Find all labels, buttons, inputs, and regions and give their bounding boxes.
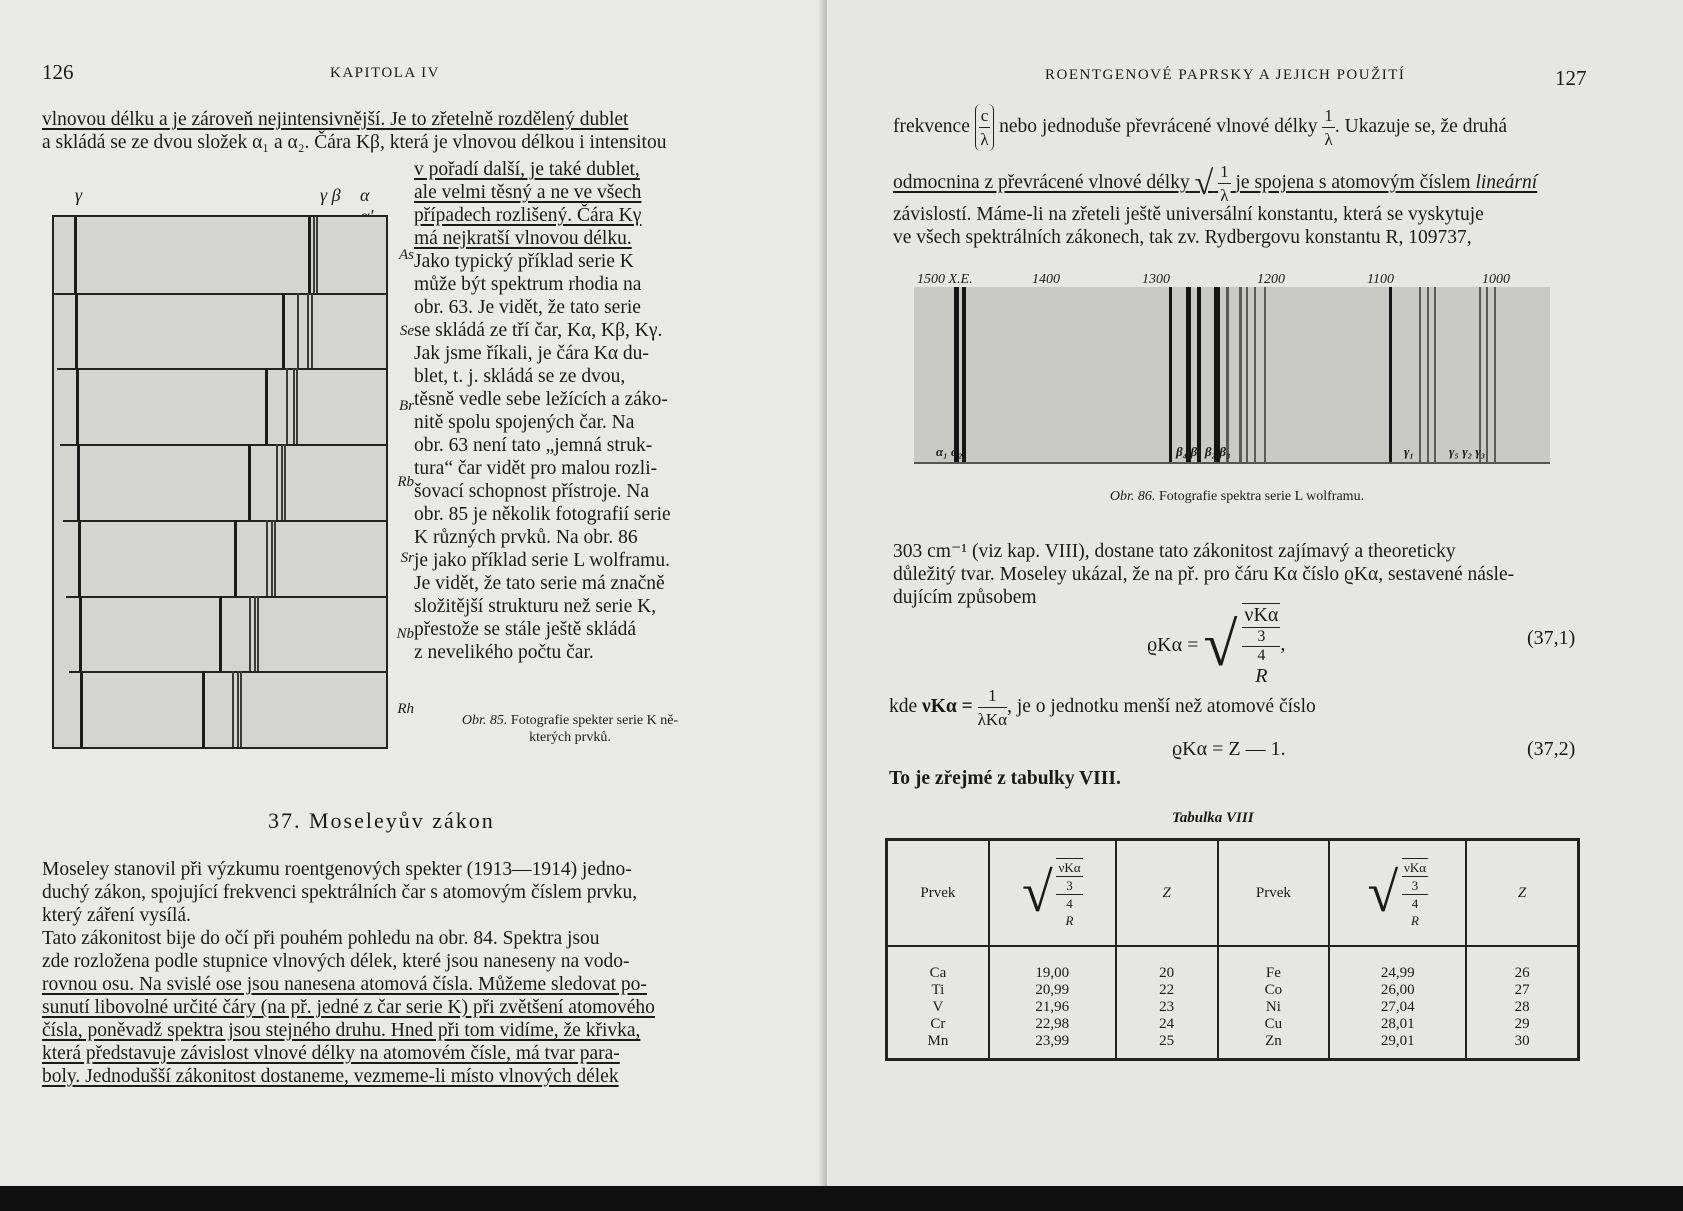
frac-den: λ	[1324, 130, 1333, 149]
fig86-spectral-line	[1419, 287, 1421, 462]
frac-den: 4	[1257, 647, 1266, 664]
fig85-spectrum-strip	[63, 444, 414, 522]
text-span: odmocnina z převrácené vlnové délky	[893, 171, 1190, 193]
fig86-spectral-line	[1486, 287, 1488, 462]
figure-86	[914, 287, 1550, 464]
table-body-row	[887, 946, 1579, 1060]
fig86-spectral-line	[1169, 287, 1172, 462]
frac-den: λ	[980, 130, 989, 149]
frac-num: νKα	[1403, 859, 1427, 875]
fig85-spectral-line	[234, 520, 237, 596]
fig85-spectrum-strip	[69, 596, 414, 674]
text-line: který záření vysílá.	[42, 905, 191, 926]
text-line: Tato zákonitost bije do očí při pouhém pohledu na obr. 84. Spektra jsou	[42, 928, 600, 949]
text-line: se skládá ze tří čar, Kα, Kβ, Kγ.	[414, 320, 663, 341]
fig85-spectral-line	[297, 293, 299, 369]
left-body-text	[42, 858, 692, 1088]
fig86-spectral-line	[1427, 287, 1429, 462]
text-line: vlnovou délku a je zároveň nejintensivnější. Je to zřetelně rozdělený dublet	[42, 109, 629, 130]
fig86-spectral-line	[1494, 287, 1496, 462]
right-line-2	[893, 160, 1553, 207]
text-line: Jako typický příklad serie K	[414, 251, 634, 272]
text-span: frekvence	[893, 115, 970, 137]
text-line: nitě spolu spojených čar. Na	[414, 412, 635, 433]
fig85-caption	[430, 712, 710, 746]
frac-num: 3	[1242, 628, 1280, 647]
frac-den	[1402, 877, 1428, 929]
td-z-left: 20 22 23 24 25	[1116, 946, 1218, 1060]
text-line: ale velmi těsný a ne ve všech	[414, 182, 642, 203]
fraction-1-lambda	[1322, 104, 1335, 151]
sqrt-sign: √	[1194, 165, 1214, 202]
frac-den: λ	[1220, 186, 1229, 205]
fig86-label-gamma1: γ₁	[1404, 444, 1414, 459]
fig85-spectral-line	[257, 596, 259, 672]
fig85-spectral-line	[266, 520, 268, 596]
text-line: čísla, poněvadž spektra jsou stejného druhu. Hned při tom vidíme, že křivka,	[42, 1020, 641, 1041]
fig85-reference-line	[77, 444, 80, 520]
fig85-caption-text2: kterých prvků.	[529, 730, 611, 745]
th-root-den-frac	[1056, 877, 1082, 912]
fig85-spectral-line	[265, 368, 268, 444]
fig86-spectral-line	[954, 287, 959, 462]
kde-symbol: νKα =	[922, 695, 973, 717]
eq1-fraction	[1242, 603, 1280, 688]
fig85-spectral-line	[249, 596, 251, 672]
text-line: složitější strukturu než serie K,	[414, 596, 657, 617]
frac-num: 3	[1402, 877, 1428, 895]
right-paragraph	[893, 540, 1555, 609]
text-span: kde	[889, 695, 918, 717]
fig86-spectral-line	[1264, 287, 1266, 462]
fig86-scale-label: 1500 X.E.	[917, 272, 973, 287]
fig85-element-label: Sr	[400, 549, 414, 566]
text-line: těsně vedle sebe ležících a zákо-	[414, 389, 668, 410]
text-line: která představuje závislost vlnové délky na atomovém čísle, má tvar para-	[42, 1043, 620, 1064]
fig86-bottom-labels	[914, 444, 1550, 462]
frac-num: 3	[1056, 877, 1082, 895]
text-line: K různých prvků. Na obr. 86	[414, 527, 638, 548]
fig86-spectral-line	[1246, 287, 1248, 462]
frac-num: 1	[1322, 104, 1335, 128]
eq1-lhs: ϱKα =	[1147, 634, 1199, 656]
td-values-left: 19,00 20,99 21,96 22,98 23,99	[989, 946, 1116, 1060]
text-line: tura“ čar vidět pro malou rozli-	[414, 458, 658, 479]
eq1-den	[1242, 628, 1280, 688]
fig86-spectral-line	[1197, 287, 1201, 462]
td-prvek-right: Fe Co Ni Cu Zn	[1218, 946, 1330, 1060]
frac-den: 4	[1066, 895, 1073, 911]
text-line: případech rozlišený. Čára Kγ	[414, 205, 642, 226]
running-head-left: KAPITOLA IV	[330, 65, 440, 81]
kde-fraction	[978, 684, 1007, 731]
eq1-number: (37,1)	[1527, 627, 1576, 649]
fig86-spectral-line	[1239, 287, 1242, 462]
td-prvek-left: Ca Ti V Cr Mn	[887, 946, 989, 1060]
fig86-caption-text: Fotografie spektra serie L wolframu.	[1158, 489, 1365, 504]
fig85-spectrum-strip	[66, 520, 414, 598]
fig85-spectral-line	[307, 293, 309, 369]
fig85-element-label: Se	[399, 322, 414, 339]
fig85-reference-line	[76, 368, 79, 444]
left-page	[0, 0, 825, 1186]
fig85-element-label: Nb	[396, 625, 414, 642]
th-root-2	[1329, 840, 1466, 947]
fig85-spectral-line	[282, 293, 285, 369]
text-line: 303 cm⁻¹ (viz kap. VIII), dostane tato zákonitost zajímavý a theoreticky	[893, 541, 1456, 562]
figure-85	[52, 215, 414, 749]
fig86-spectral-line	[1434, 287, 1436, 462]
fig85-label-gamma-beta: γ β	[320, 185, 341, 205]
td-values-right: 24,99 26,00 27,04 28,01 29,01	[1329, 946, 1466, 1060]
text-line: šovací schopnost přístroje. Na	[414, 481, 650, 502]
fig85-spectral-line	[254, 596, 256, 672]
frac-num: 1	[978, 684, 1007, 708]
frac-den: λKα	[977, 710, 1008, 729]
text-line: zde rozložena podle stupnice vlnových délek, které jsou naneseny na vodo-	[42, 951, 630, 972]
right-lines-3-4	[893, 203, 1548, 249]
text-line: obr. 63. Je vidět, že tato serie	[414, 297, 641, 318]
fig85-spectral-line	[286, 368, 288, 444]
fig85-spectrum-strip	[54, 217, 414, 295]
fig85-spectral-line	[240, 671, 242, 747]
fig85-element-label: Rb	[397, 474, 414, 491]
th-z-2: Z	[1466, 840, 1578, 947]
td-z-right: 26 27 28 29 30	[1466, 946, 1578, 1060]
th-prvek-2: Prvek	[1218, 840, 1330, 947]
eq1-num: νKα	[1244, 604, 1279, 626]
fig86-scale-label: 1100	[1367, 272, 1394, 287]
fig85-spectrum-strip	[72, 671, 414, 749]
text-line: blet, t. j. skládá se ze dvou,	[414, 366, 626, 387]
fraction-1-lambda	[1218, 160, 1231, 207]
fig85-spectral-line	[202, 671, 205, 747]
right-line-1	[893, 104, 1543, 151]
table-reference: To je zřejmé z tabulky VIII.	[889, 768, 1121, 789]
fig85-spectral-line	[274, 520, 276, 596]
text-line: v pořadí další, je také dublet,	[414, 159, 640, 180]
table-header-row	[887, 840, 1579, 947]
table-viii	[885, 838, 1580, 1061]
frac-den	[1056, 877, 1082, 929]
text-line: ve všech spektrálních zákonech, tak zv. Rydbergovu konstantu R, 109737,	[893, 227, 1472, 248]
th-prvek: Prvek	[887, 840, 989, 947]
fig85-spectral-line	[308, 217, 311, 293]
fraction-c-lambda	[975, 104, 995, 151]
fig86-spectral-line	[1254, 287, 1256, 462]
fig85-spectral-line	[237, 671, 239, 747]
fig85-label-alpha: α	[360, 185, 370, 205]
fig85-spectral-line	[296, 368, 298, 444]
fig86-spectral-line	[1186, 287, 1191, 462]
fig86-caption-label: Obr. 86.	[1109, 489, 1156, 504]
fig85-spectrum-strip	[57, 293, 414, 371]
fig85-spectral-line	[311, 293, 313, 369]
fig85-reference-line	[74, 217, 77, 293]
fig86-scale-label: 1200	[1257, 272, 1285, 287]
fig85-caption-text: Fotografie spekter serie K ně-	[510, 713, 679, 728]
th-root-den-frac	[1402, 877, 1428, 912]
fig86-spectral-line	[1214, 287, 1220, 462]
fig85-spectral-line	[316, 217, 318, 293]
fig85-reference-line	[75, 293, 78, 369]
fig86-scale-label: 1400	[1032, 272, 1060, 287]
text-line: dujícím způsobem	[893, 587, 1037, 608]
eq1-R: R	[1255, 665, 1268, 687]
fig85-element-label: As	[399, 247, 414, 263]
sqrt-sign: √	[1367, 861, 1399, 924]
fig86-label-gamma: γ₅ γ₂ γ₃	[1449, 444, 1486, 459]
fig86-label-beta: β₄ β₁ β₂ β₃	[1176, 444, 1231, 459]
fig85-spectral-line	[271, 520, 273, 596]
th-root-frac	[1402, 858, 1428, 929]
text-line: obr. 85 je několik fotografií serie	[414, 504, 671, 525]
fig85-label-gamma: γ	[75, 185, 83, 205]
page-number-right: 127	[1555, 66, 1587, 90]
text-span: je spojena s atomovým číslem	[1235, 171, 1471, 193]
left-column-text	[414, 158, 694, 664]
kde-line	[889, 684, 1316, 731]
eq1-den-frac	[1242, 628, 1280, 665]
text-line: z nevelikého počtu čar.	[414, 642, 594, 663]
fig86-spectral-line	[1389, 287, 1392, 462]
fig86-label-alpha: α₁ α₂	[936, 444, 963, 459]
fig86-scale-label: 1000	[1482, 272, 1510, 287]
text-line: Jak jsme říkali, je čára Kα du-	[414, 343, 649, 364]
fig85-spectrum-strip	[60, 368, 414, 446]
fig85-spectral-line	[293, 368, 295, 444]
text-span: . Ukazuje se, že druhá	[1334, 115, 1508, 137]
text-span-italic: lineární	[1475, 171, 1538, 193]
fig85-reference-line	[80, 671, 83, 747]
text-line: rovnou osu. Na svislé ose jsou nanesena atomová čísla. Můžeme sledovat po-	[42, 974, 647, 995]
text-line: Moseley stanovil při výzkumu roentgenových spekter (1913—1914) jedno-	[42, 859, 632, 880]
fig85-spectral-line	[232, 671, 234, 747]
text-line: je jako příklad serie L wolframu.	[414, 550, 670, 571]
fig85-spectral-line	[248, 444, 251, 520]
th-root-frac	[1056, 858, 1082, 929]
th-root-R: R	[1065, 912, 1074, 928]
th-root-R: R	[1411, 912, 1419, 928]
text-line: sunutí libovolné určité čáry (na př. jedné z čar serie K) při zvětšení atomového	[42, 997, 655, 1018]
fig85-spectral-line	[219, 596, 222, 672]
fig85-caption-label: Obr. 85.	[461, 713, 508, 728]
fig85-spectral-line	[281, 444, 283, 520]
eq2-number: (37,2)	[1527, 738, 1576, 760]
frac-den: 4	[1411, 895, 1419, 911]
text-line: a skládá se ze dvou složek α₁ a α₂. Čára Kβ, která je vlnovou délkou i intensitou	[42, 132, 667, 153]
sqrt-sign: √	[1203, 611, 1238, 679]
sqrt-sign: √	[1021, 861, 1053, 924]
text-line: důležitý tvar. Moseley ukázal, že na př. pro čáru Kα číslo ϱKα, sestavené násle-	[893, 564, 1515, 585]
fig85-element-label: Br	[399, 398, 414, 415]
fig85-reference-line	[79, 596, 82, 672]
text-line: má nejkratší vlnovou délku.	[414, 228, 632, 249]
fig85-spectral-line	[276, 444, 278, 520]
text-line: obr. 63 není tato „jemná struk-	[414, 435, 653, 456]
text-line: přestože se stále ještě skládá	[414, 619, 636, 640]
left-top-text	[42, 108, 692, 154]
th-z: Z	[1116, 840, 1218, 947]
table-title: Tabulka VIII	[1172, 810, 1254, 826]
frac-num: c	[979, 104, 991, 128]
fig85-element-label: Rh	[397, 701, 414, 718]
text-line: boly. Jednodušší zákonitost dostaneme, vezmeme-li místo vlnových délek	[42, 1066, 619, 1087]
fig85-spectral-line	[284, 444, 286, 520]
fig86-spectral-line	[1226, 287, 1229, 462]
fig86-spectral-line	[1479, 287, 1481, 462]
text-span: , je o jednotku menší než atomové číslo	[1007, 695, 1316, 717]
frac-num: 1	[1218, 160, 1231, 184]
text-line: může být spektrum rhodia na	[414, 274, 642, 295]
fig85-reference-line	[78, 520, 81, 596]
fig86-scale-label: 1300	[1142, 272, 1170, 287]
frac-num: νKα	[1058, 859, 1081, 875]
text-span: nebo jednoduše převrácené vlnové délky	[999, 115, 1318, 137]
fig86-caption	[987, 488, 1487, 505]
th-root	[989, 840, 1116, 947]
section-heading: 37. Moseleyův zákon	[268, 808, 495, 833]
running-head-right: ROENTGENOVÉ PAPRSKY A JEJICH POUŽITÍ	[1045, 67, 1406, 83]
fig85-spectral-line	[313, 217, 315, 293]
equation-37-2: ϱKα = Z — 1.	[1172, 738, 1286, 760]
equation-37-1: ϱKα = √ νKα 3 4 R ,	[1147, 604, 1286, 687]
text-line: Je vidět, že tato serie má značně	[414, 573, 665, 594]
page-number-left: 126	[42, 60, 74, 84]
text-line: závislostí. Máme-li na zřeteli ještě universální konstantu, která se vyskytuje	[893, 204, 1484, 225]
text-line: duchý zákon, spojující frekvenci spektrálních čar s atomovým číslem prvku,	[42, 882, 638, 903]
fig86-spectral-line	[962, 287, 966, 462]
